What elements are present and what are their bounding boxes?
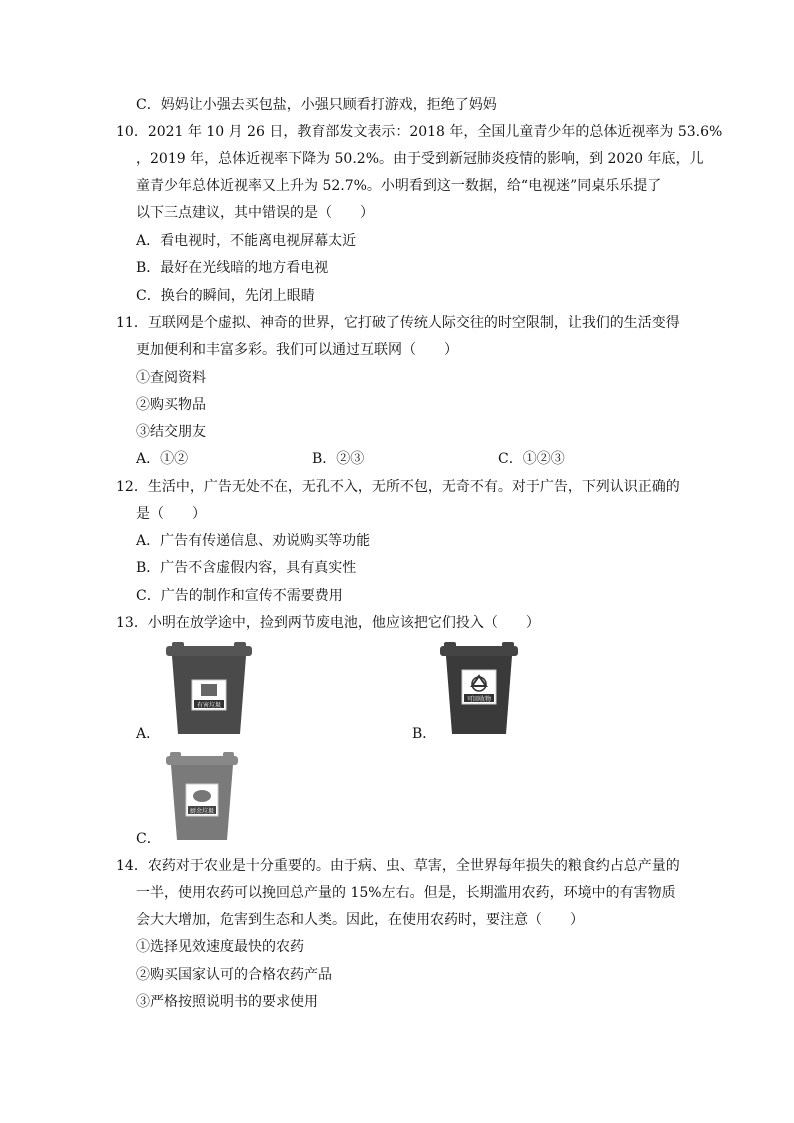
kitchen-waste-bin-image [164,752,240,842]
q10-stem-line-4: 以下三点建议，其中错误的是（ ） [136,205,374,221]
q13-stem: 13．小明在放学途中，捡到两节废电池，他应该把它们投入（ ） [116,615,540,631]
q10-option-a: A．看电视时，不能离电视屏幕太近 [136,233,357,249]
q14-stem-line-2: 一半，使用农药可以挽回总产量的 15%左右。但是，长期滥用农药，环境中的有害物质 [136,885,676,901]
q13-option-b: B． [412,726,437,742]
q13-option-a: A． [136,726,161,742]
q14-item-2: ②购买国家认可的合格农药产品 [136,967,332,983]
q14-item-3: ③严格按照说明书的要求使用 [136,994,318,1010]
q11-item-2: ②购买物品 [136,397,206,413]
recyclable-bin-image [438,642,520,738]
q10-stem-line-2: ，2019 年，总体近视率下降为 50.2%。由于受到新冠肺炎疫情的影响，到 2020 年底，儿 [136,151,704,167]
q12-option-b: B．广告不含虚假内容，具有真实性 [136,560,357,576]
q9-option-c: C．妈妈让小强去买包盐，小强只顾看打游戏，拒绝了妈妈 [136,97,497,113]
bin-c-label: 厨余垃圾 [189,808,215,815]
bin-a-label: 有害垃圾 [196,702,222,709]
q11-option-a: A．①② [136,451,189,467]
q11-item-3: ③结交朋友 [136,424,206,440]
q10-option-b: B．最好在光线暗的地方看电视 [136,260,329,276]
q12-option-a: A．广告有传递信息、劝说购买等功能 [136,533,371,549]
q12-option-c: C．广告的制作和宣传不需要费用 [136,588,343,604]
q10-stem-line-1: 10．2021 年 10 月 26 日，教育部发文表示：2018 年，全国儿童青少年的总体近视率为 53.6% [116,124,723,140]
q12-stem-line-2: 是（ ） [136,506,206,522]
q10-stem-line-3: 童青少年总体近视率又上升为 52.7%。小明看到这一数据，给“电视迷”同桌乐乐提了 [136,178,662,194]
q11-option-c: C．①②③ [498,451,565,467]
hazardous-waste-bin-image [164,642,254,738]
q13-option-c: C． [136,831,161,847]
q11-stem-line-2: 更加便利和丰富多彩。我们可以通过互联网（ ） [136,342,458,358]
bin-b-label: 可回收物 [466,696,492,703]
q11-option-b: B．②③ [312,451,365,467]
q11-stem-line-1: 11．互联网是个虚拟、神奇的世界，它打破了传统人际交往的时空限制，让我们的生活变得 [116,315,680,331]
q14-stem-line-3: 会大大增加，危害到生态和人类。因此，在使用农药时，要注意（ ） [136,912,584,928]
q14-stem-line-1: 14．农药对于农业是十分重要的。由于病、虫、草害，全世界每年损失的粮食约占总产量的 [116,858,680,874]
q12-stem-line-1: 12．生活中，广告无处不在，无孔不入，无所不包，无奇不有。对于广告，下列认识正确的 [116,479,680,495]
q11-item-1: ①查阅资料 [136,370,206,386]
q10-option-c: C．换台的瞬间，先闭上眼睛 [136,288,315,304]
q14-item-1: ①选择见效速度最快的农药 [136,939,304,955]
